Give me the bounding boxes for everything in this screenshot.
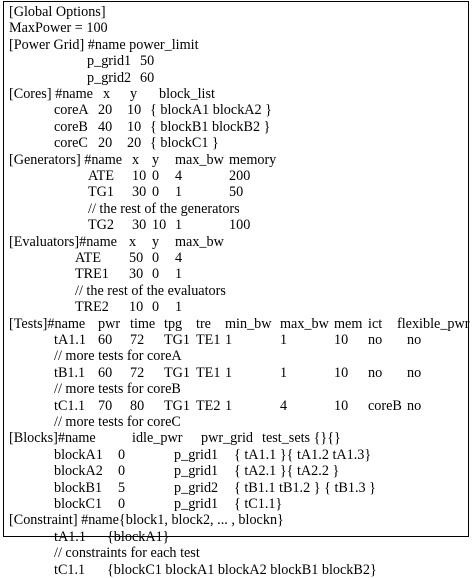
line-value: 10 — [129, 299, 144, 316]
line-value: ict — [368, 315, 383, 332]
line-label: blockA2 — [54, 463, 103, 480]
line-value: 1 — [225, 332, 233, 348]
line-value: 1 — [175, 299, 183, 316]
line-value: { tB1.1 tB1.2 } { tB1.3 } — [234, 479, 376, 496]
line-row — [4, 562, 468, 578]
line-comment — [4, 414, 468, 430]
line-label: tC1.1 — [54, 561, 86, 578]
line-label: coreA — [54, 102, 89, 119]
line-value: 60 — [98, 332, 113, 348]
line-value: idle_pwr — [132, 430, 183, 447]
line-value: 10 — [132, 168, 147, 184]
line-value: flexible_pwr — [397, 315, 470, 332]
line-label: tB1.1 — [54, 364, 86, 381]
line-label: [Constraint] #name{block1, block2, ... , blockn} — [9, 512, 284, 529]
line-value: max_bw — [280, 315, 329, 332]
line-label: tC1.1 — [54, 397, 86, 414]
line-value: 1 — [280, 332, 288, 348]
line-value: 0 — [118, 446, 126, 463]
line-value: 50 — [229, 184, 244, 201]
line-value: TE2 — [196, 397, 221, 414]
line-value: 0 — [118, 496, 126, 512]
line-label: tA1.1 — [54, 528, 86, 545]
line-row — [4, 250, 468, 266]
line-row — [4, 496, 468, 512]
line-row — [4, 398, 468, 414]
line-value: 60 — [140, 69, 155, 86]
line-header — [4, 316, 468, 332]
line-value: p_grid1 — [174, 463, 219, 480]
line-value: 4 — [175, 250, 183, 266]
line-row — [4, 217, 468, 233]
line-value: 30 — [132, 217, 147, 234]
line-value: 20 — [127, 135, 142, 152]
line-value: 20 — [98, 102, 113, 119]
line-value: 0 — [152, 250, 160, 266]
line-label: TG1 — [88, 184, 115, 201]
line-value: { tA1.1 }{ tA1.2 tA1.3} — [234, 446, 372, 463]
line-value: pwr_grid — [201, 430, 254, 447]
line-value: p_grid1 — [174, 446, 219, 463]
line-value: x — [132, 151, 140, 168]
line-label: blockB1 — [54, 479, 103, 496]
line-header — [4, 37, 468, 53]
line-value: 10 — [334, 332, 349, 348]
line-value: 0 — [152, 168, 160, 184]
line-value: 5 — [118, 479, 126, 496]
line-value: 1 — [175, 217, 183, 234]
line-comment — [4, 545, 468, 561]
line-value: 10 — [334, 397, 349, 414]
line-row — [4, 463, 468, 479]
line-row — [4, 70, 468, 86]
config-listing — [3, 1, 470, 578]
line-value: time — [130, 315, 156, 332]
line-value: 0 — [152, 299, 160, 316]
line-comment — [4, 283, 468, 299]
line-value: no — [407, 397, 422, 414]
line-value: 50 — [129, 250, 144, 266]
line-option — [4, 20, 468, 36]
line-value: 100 — [229, 217, 251, 234]
line-comment — [4, 348, 468, 364]
line-label: [Blocks]#name — [9, 430, 96, 447]
line-row — [4, 529, 468, 545]
line-row — [4, 447, 468, 463]
line-header — [4, 152, 468, 168]
line-label: // more tests for coreC — [54, 414, 181, 430]
line-label: [Cores] #name — [9, 86, 93, 102]
line-value: x — [129, 233, 137, 250]
line-value: 1 — [225, 397, 233, 414]
line-header — [4, 86, 468, 102]
line-value: test_sets {}{} — [262, 430, 341, 447]
line-label: [Global Options] — [9, 4, 106, 20]
line-value: 10 — [152, 217, 167, 234]
line-value: y — [130, 86, 138, 102]
line-label: p_grid2 — [87, 69, 132, 86]
line-label: [Tests]#name — [9, 315, 86, 332]
line-value: coreB — [368, 397, 402, 414]
line-header — [4, 430, 468, 446]
line-label: coreC — [54, 135, 88, 152]
line-header — [4, 234, 468, 250]
line-value: { blockB1 blockB2 } — [150, 118, 271, 135]
line-value: y — [152, 233, 160, 250]
line-value: x — [103, 86, 111, 102]
line-row — [4, 266, 468, 282]
line-value: no — [407, 364, 422, 381]
line-header — [4, 512, 468, 528]
line-label: TRE1 — [75, 266, 109, 283]
line-value: 0 — [152, 266, 160, 283]
line-value: y — [152, 151, 160, 168]
line-value: 10 — [127, 118, 142, 135]
line-row — [4, 53, 468, 69]
line-label: [Generators] #name — [9, 151, 123, 168]
line-row — [4, 299, 468, 315]
line-value: { tC1.1} — [234, 496, 283, 512]
line-value: 30 — [132, 184, 147, 201]
line-label: [Evaluators]#name — [9, 233, 117, 250]
line-value: 70 — [98, 397, 113, 414]
line-value: 10 — [127, 102, 142, 119]
line-value: mem — [334, 315, 363, 332]
line-row — [4, 480, 468, 496]
line-value: min_bw — [225, 315, 272, 332]
line-row — [4, 365, 468, 381]
line-value: 20 — [98, 135, 113, 152]
line-value: memory — [229, 151, 277, 168]
line-value: max_bw — [175, 151, 224, 168]
line-section — [4, 4, 468, 20]
line-value: TG1 — [164, 332, 191, 348]
line-value: pwr — [98, 315, 121, 332]
line-value: tpg — [164, 315, 183, 332]
line-label: // more tests for coreB — [54, 381, 181, 398]
line-value: 0 — [152, 184, 160, 201]
line-value: {blockA1} — [107, 528, 170, 545]
line-comment — [4, 381, 468, 397]
line-value: 50 — [140, 53, 155, 70]
line-value: 60 — [98, 364, 113, 381]
line-label: tA1.1 — [54, 332, 86, 348]
line-label: MaxPower = 100 — [9, 20, 108, 37]
line-label: coreB — [54, 118, 88, 135]
line-row — [4, 119, 468, 135]
line-value: 4 — [280, 397, 288, 414]
line-value: {blockC1 blockA1 blockA2 blockB1 blockB2} — [107, 561, 377, 578]
line-value: 40 — [98, 118, 113, 135]
line-value: 72 — [130, 364, 145, 381]
line-value: 0 — [118, 463, 126, 480]
line-label: // constraints for each test — [54, 545, 200, 562]
line-value: 1 — [280, 364, 288, 381]
line-row — [4, 102, 468, 118]
line-value: 80 — [130, 397, 145, 414]
line-value: 72 — [130, 332, 145, 348]
line-label: ATE — [88, 168, 115, 184]
line-label: [Power Grid] #name power_limit — [9, 36, 199, 53]
line-value: 4 — [175, 168, 183, 184]
line-value: { blockC1 } — [150, 135, 219, 152]
line-row — [4, 332, 468, 348]
line-value: block_list — [159, 86, 215, 102]
line-row — [4, 135, 468, 151]
line-value: no — [368, 364, 383, 381]
line-value: 1 — [175, 184, 183, 201]
line-label: TG2 — [88, 217, 115, 234]
line-value: TE1 — [196, 332, 221, 348]
line-label: TRE2 — [75, 299, 109, 316]
line-comment — [4, 201, 468, 217]
line-value: TG1 — [164, 364, 191, 381]
line-value: 1 — [175, 266, 183, 283]
line-value: p_grid2 — [174, 479, 219, 496]
line-value: max_bw — [175, 233, 224, 250]
line-value: { tA2.1 }{ tA2.2 } — [234, 463, 340, 480]
line-value: TG1 — [164, 397, 191, 414]
line-value: no — [368, 332, 383, 348]
line-value: 1 — [225, 364, 233, 381]
line-row — [4, 168, 468, 184]
line-value: TE1 — [196, 364, 221, 381]
line-label: // the rest of the generators — [88, 200, 240, 217]
line-row — [4, 184, 468, 200]
line-label: // more tests for coreA — [54, 348, 182, 365]
line-label: blockC1 — [54, 496, 103, 512]
line-value: 30 — [129, 266, 144, 283]
line-value: 200 — [229, 168, 251, 184]
line-value: p_grid1 — [174, 496, 219, 512]
line-label: p_grid1 — [87, 53, 132, 70]
line-label: // the rest of the evaluators — [75, 282, 226, 299]
line-label: blockA1 — [54, 446, 103, 463]
line-value: { blockA1 blockA2 } — [150, 102, 272, 119]
line-label: ATE — [75, 250, 102, 266]
line-value: tre — [196, 315, 211, 332]
line-value: 10 — [334, 364, 349, 381]
line-value: no — [407, 332, 422, 348]
